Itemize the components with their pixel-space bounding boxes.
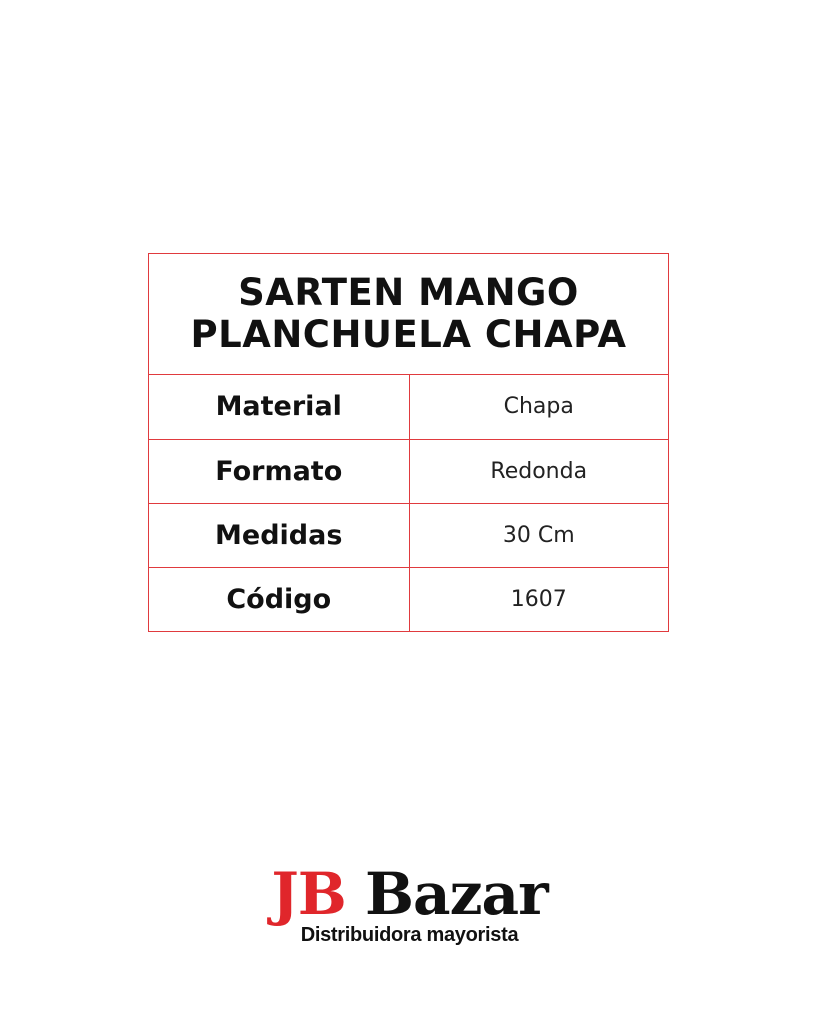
product-spec-card [148,253,669,632]
spec-row-medidas [149,503,668,567]
brand-initials: JB [271,860,346,928]
spec-row-material [149,375,668,439]
spec-label: Código [149,567,409,631]
product-title-line-2: PLANCHUELA CHAPA [190,313,627,356]
spec-value: 30 Cm [409,503,668,567]
product-title-line-1: SARTEN MANGO [238,271,579,314]
spec-row-codigo [149,567,668,631]
spec-value: Chapa [503,394,574,420]
spec-label: Formato [149,439,409,503]
brand-tagline: Distribuidora mayorista [300,924,519,946]
spec-row-formato [149,439,668,503]
product-title [149,254,668,375]
brand-logo-block [0,862,819,946]
brand-name: Bazar [364,860,548,928]
spec-label: Medidas [149,503,409,567]
brand-logo [0,862,819,926]
spec-table [149,375,668,631]
spec-value: Redonda [409,439,668,503]
spec-label: Material [149,375,409,439]
spec-value: 1607 [409,567,668,631]
